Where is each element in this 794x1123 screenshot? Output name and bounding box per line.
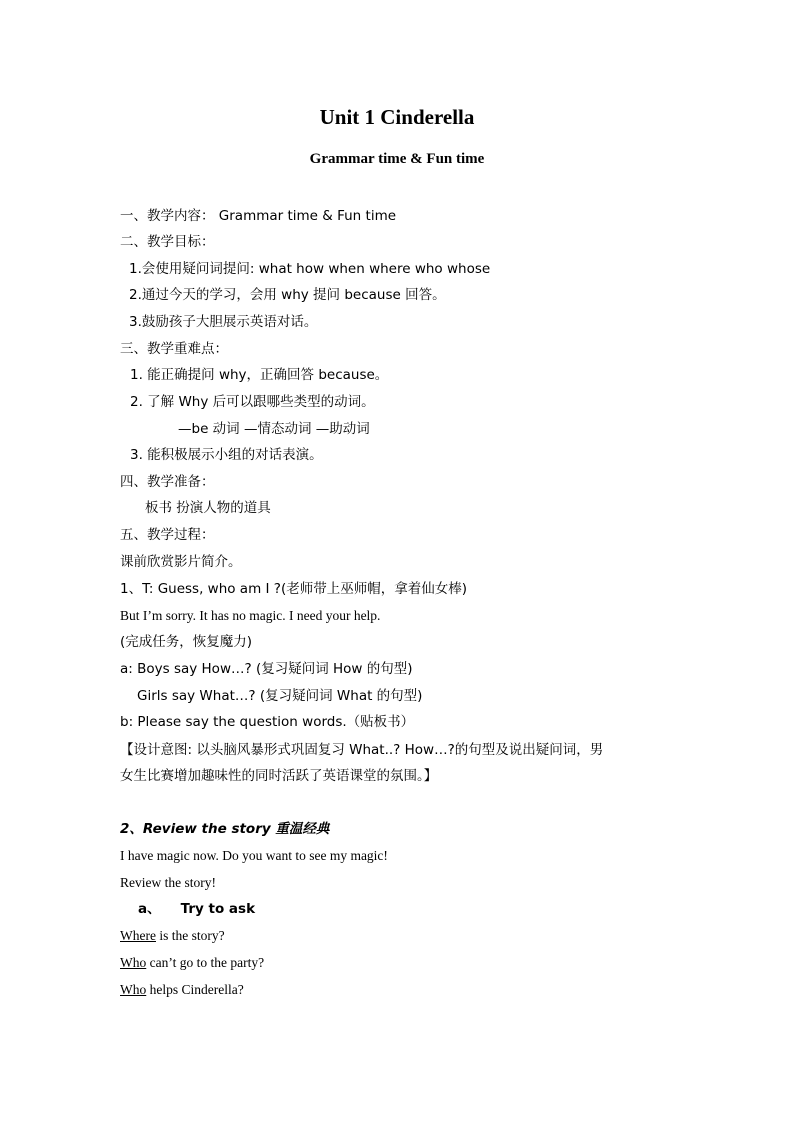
process-line: Girls say What…? (复习疑问词 What 的句型) <box>137 688 423 704</box>
question-line <box>120 979 684 1001</box>
process-line: I have magic now. Do you want to see my magic! <box>120 848 388 863</box>
section-2-heading-en: 2、Review the story <box>120 821 276 837</box>
keypoint-item: 3. 能积极展示小组的对话表演。 <box>130 447 323 463</box>
page-title: Unit 1 Cinderella <box>319 105 475 129</box>
keypoint-item: 1. 能正确提问 why，正确回答 because。 <box>130 367 389 383</box>
section-2-heading-cn: 重温经典 <box>275 821 330 837</box>
process-line: Review the story! <box>120 875 216 890</box>
objective-item: 1.会使用疑问词提问: what how when where who whose <box>129 261 491 277</box>
section-preparation-heading: 四、教学准备： <box>120 474 215 490</box>
question-rest: can’t go to the party? <box>146 955 265 970</box>
process-step-1: 1、T: Guess, who am I ?(老师带上巫师帽，拿着仙女棒) <box>120 581 467 597</box>
question-word: Who <box>120 955 147 970</box>
section-process-heading: 五、教学过程： <box>120 527 215 543</box>
question-word: Who <box>120 982 147 997</box>
section-objectives-heading: 二、教学目标： <box>120 234 215 250</box>
try-to-ask-heading <box>138 898 684 920</box>
process-line: b: Please say the question words.（贴板书） <box>120 714 415 730</box>
preparation-items: 板书 扮演人物的道具 <box>145 500 271 516</box>
process-intro: 课前欣赏影片简介。 <box>120 554 242 570</box>
design-note: 女生比赛增加趣味性的同时活跃了英语课堂的氛围。】 <box>120 768 438 784</box>
process-line: But I’m sorry. It has no magic. I need your help. <box>120 608 381 623</box>
question-rest: helps Cinderella? <box>146 982 244 997</box>
try-to-ask-label: Try to ask <box>180 901 256 917</box>
page-subtitle: Grammar time & Fun time <box>309 151 485 167</box>
section-content-heading: 一、教学内容： Grammar time & Fun time <box>120 208 397 224</box>
question-word: Where <box>120 928 156 943</box>
objective-item: 3.鼓励孩子大胆展示英语对话。 <box>129 314 318 330</box>
design-note: 【设计意图: 以头脑风暴形式巩固复习 What..? How…?的句型及说出疑问词，男 <box>120 742 604 758</box>
process-line: a: Boys say How…? (复习疑问词 How 的句型) <box>120 661 413 677</box>
question-line <box>120 925 684 947</box>
verb-types-line: —be 动词 —情态动词 —助动词 <box>178 421 370 437</box>
question-rest: is the story? <box>155 928 225 943</box>
section-keypoints-heading: 三、教学重难点： <box>120 341 228 357</box>
try-to-ask-prefix: a、 <box>138 901 161 917</box>
process-line: (完成任务，恢复魔力) <box>120 634 253 650</box>
section-2-heading <box>120 818 684 840</box>
keypoint-item: 2. 了解 Why 后可以跟哪些类型的动词。 <box>130 394 375 410</box>
question-line <box>120 952 684 974</box>
objective-item: 2.通过今天的学习，会用 why 提问 because 回答。 <box>129 287 446 303</box>
